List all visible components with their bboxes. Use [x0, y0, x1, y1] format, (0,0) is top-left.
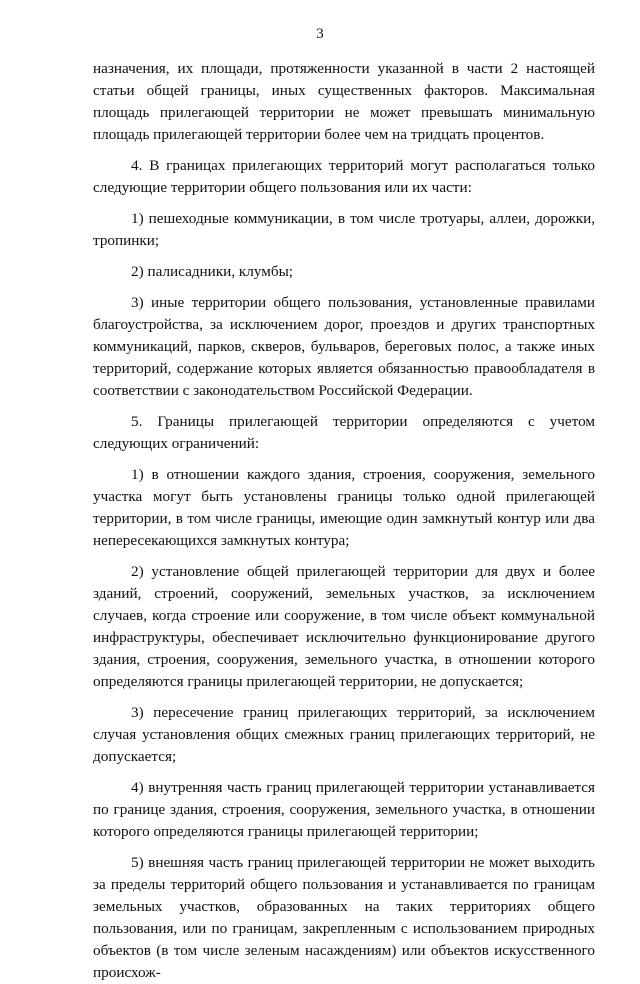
- paragraph-continuation: назначения, их площади, протяженности указанной в части 2 настоящей статьи общей границы, иных существенных факторов. Максимальная площадь прилегающей территории не может превышать минимальную площадь прилегающей территории более чем на тридцать процентов.: [93, 60, 595, 143]
- paragraph-item-4-1: 1) пешеходные коммуникации, в том числе тротуары, аллеи, дорожки, тропинки;: [93, 210, 595, 249]
- page-number: 3: [316, 26, 324, 42]
- paragraph-item-5: 5. Границы прилегающей территории определяются с учетом следующих ограничений:: [93, 413, 595, 452]
- document-body: [93, 58, 595, 984]
- paragraph-item-4: 4. В границах прилегающих территорий могут располагаться только следующие территории общего пользования или их части:: [93, 157, 595, 196]
- paragraph-item-5-2: 2) установление общей прилегающей территории для двух и более зданий, строений, сооружений, земельных участков, за исключением случаев, когда строение или сооружение, в том числе объект коммунальной инфраструктуры, обеспечивает исключительно функционирование другого здания, строения, сооружения, земельного участка, в отношении которого определяются границы прилегающей территории, не допускается;: [93, 563, 595, 690]
- paragraph-item-4-2: 2) палисадники, клумбы;: [131, 263, 294, 280]
- paragraph-item-5-5: 5) внешняя часть границ прилегающей территории не может выходить за пределы территорий общего пользования и устанавливается по границам земельных участков, образованных на таких территориях общего пользования, или по границам, закрепленным с использованием природных объектов (в том числе зеленым насаждениям) или объектов искусственного происхож-: [93, 854, 595, 981]
- paragraph-item-5-1: 1) в отношении каждого здания, строения, сооружения, земельного участка могут быть установлены границы только одной прилегающей территории, в том числе границы, имеющие один замкнутый контур или два непересекающихся замкнутых контура;: [93, 466, 595, 549]
- paragraph-item-5-3: 3) пересечение границ прилегающих территорий, за исключением случая установления общих смежных границ прилегающих территорий, не допускается;: [93, 704, 595, 765]
- paragraph-item-4-3: 3) иные территории общего пользования, установленные правилами благоустройства, за исключением дорог, проездов и других транспортных коммуникаций, парков, скверов, бульваров, береговых полос, а также иных территорий, содержание которых является обязанностью правообладателя в соответствии с законодательством Российской Федерации.: [93, 294, 595, 399]
- paragraph-item-5-4: 4) внутренняя часть границ прилегающей территории устанавливается по границе здания, строения, сооружения, земельного участка, в отношении которого определяются границы прилегающей территории;: [93, 779, 595, 840]
